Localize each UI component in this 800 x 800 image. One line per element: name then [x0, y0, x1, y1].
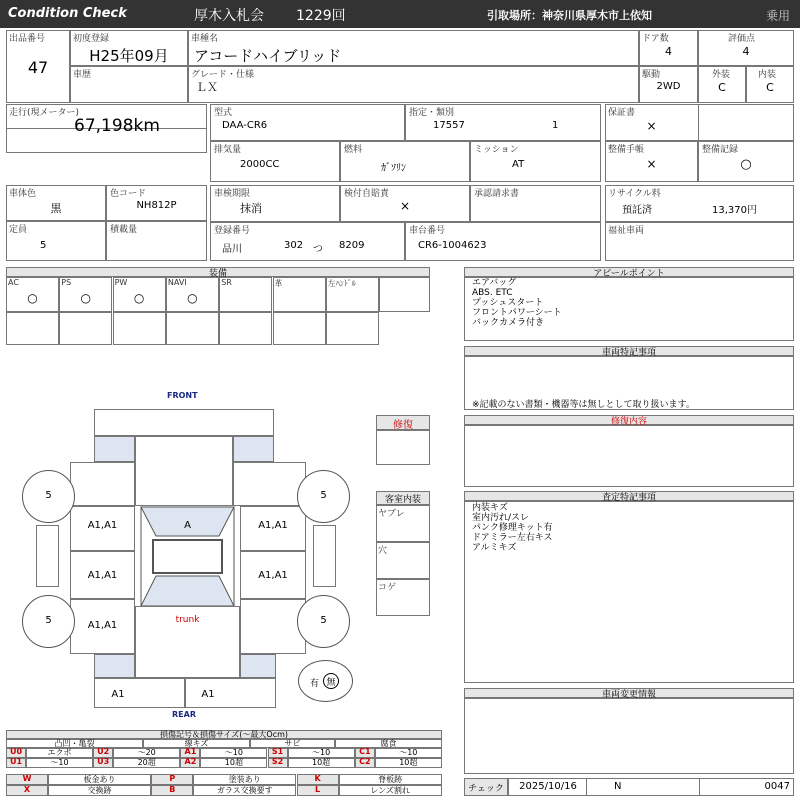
- legend-code: U1: [9, 757, 23, 766]
- equipment-value: ○: [27, 291, 38, 305]
- recycle-status: 預託済: [622, 205, 652, 216]
- drive-label: 駆動: [642, 70, 661, 80]
- lot-label: 出品番号: [9, 34, 46, 44]
- equipment-label: 革: [274, 279, 283, 288]
- doors-label: ドア数: [642, 34, 669, 44]
- appraisal-item: 内装キズ: [472, 503, 508, 513]
- legend-code: A1: [184, 747, 197, 756]
- legend-code: P: [169, 774, 176, 783]
- reg-region: 品川: [222, 244, 242, 255]
- left-rear-mark: A1,A1: [87, 620, 118, 631]
- repair-box: [464, 425, 794, 487]
- equipment-empty-cell: [326, 312, 379, 345]
- recycle-fee: 13,370円: [712, 205, 757, 216]
- reg-kana: つ: [313, 244, 323, 255]
- legend-text: 板金あり: [83, 775, 116, 784]
- legend-text: 10超: [399, 758, 418, 767]
- left-mid-mark: A1,A1: [87, 570, 118, 581]
- fuel-value: ｶﾞｿﾘﾝ: [381, 163, 406, 174]
- appeal-list: [472, 278, 562, 328]
- legend-group-label: 腐食: [380, 739, 397, 748]
- appeal-item: エアバッグ: [472, 278, 517, 288]
- legend-text: 脊板跡: [378, 775, 403, 784]
- right-front-mark: A1,A1: [258, 520, 288, 531]
- warranty-split: [698, 104, 699, 141]
- grade-label: グレード・仕様: [191, 70, 255, 80]
- score-label: 評価点: [728, 34, 756, 44]
- drive-value: 2WD: [656, 81, 681, 92]
- left-mirror: [36, 525, 59, 587]
- rear-corner-left: [94, 654, 135, 678]
- appeal-item: プッシュスタート: [472, 298, 544, 308]
- capacity-label: 定員: [9, 225, 28, 235]
- legend-text: ガラス交換要す: [216, 786, 273, 795]
- legend-code: U2: [97, 747, 110, 756]
- appraisal-title: 査定特記事項: [601, 493, 656, 503]
- fuel-label: 燃料: [344, 145, 363, 155]
- appraisal-item: 室内汚れ/スレ: [472, 513, 530, 523]
- legend-code: W: [22, 774, 32, 783]
- equipment-value: ○: [133, 291, 145, 305]
- hood: [135, 436, 233, 506]
- legend-text: レンズ割れ: [370, 786, 410, 795]
- appeal-title: アピールポイント: [593, 269, 665, 279]
- front-corner-right: [233, 436, 274, 462]
- spare-yes: 有: [310, 679, 320, 689]
- chassis-label: 車台番号: [409, 226, 446, 236]
- legend-text: エクボ: [47, 748, 72, 757]
- legend-code: A2: [184, 757, 197, 766]
- reg-class: 302: [284, 240, 304, 251]
- mission-label: ミッション: [474, 145, 519, 155]
- rear-label: REAR: [172, 710, 196, 719]
- inspection-label: 車検期限: [214, 189, 251, 199]
- brand-title: Condition Check: [8, 6, 127, 21]
- interior-title: 客室内装: [384, 495, 421, 505]
- right-mirror: [313, 525, 336, 587]
- rear-left-mark: A1: [111, 689, 125, 700]
- ext-value: C: [718, 81, 726, 94]
- header-bar: [0, 0, 800, 28]
- change-box: [464, 698, 794, 774]
- legend-code: X: [23, 785, 31, 794]
- legend-code: U3: [97, 757, 110, 766]
- equipment-empty-cell: [219, 312, 272, 345]
- model-label: 型式: [214, 108, 233, 118]
- left-fender: [70, 462, 135, 506]
- tire-front-left-mark: 5: [45, 490, 52, 501]
- doors-value: 4: [665, 45, 672, 58]
- rear-corner-right: [240, 654, 276, 678]
- appraisal-item: アルミキズ: [472, 543, 517, 553]
- legend-text: 10超: [312, 758, 331, 767]
- rear-right-mark: A1: [201, 689, 215, 700]
- mission-value: AT: [512, 159, 525, 170]
- auction-round: 1229回: [296, 8, 346, 24]
- color-code-label: 色コード: [110, 189, 147, 199]
- displacement-label: 排気量: [214, 145, 242, 155]
- legend-text: ～20: [137, 748, 156, 757]
- displacement-value: 2000CC: [240, 159, 280, 170]
- legend-text: ～10: [224, 748, 243, 757]
- appeal-item: ABS. ETC: [472, 288, 513, 298]
- roof-mark: A: [184, 520, 191, 531]
- warranty-label: 保証書: [608, 108, 636, 118]
- lot-number: 47: [27, 58, 49, 77]
- interior-item: 穴: [378, 546, 388, 556]
- right-quarter: [240, 599, 306, 654]
- legend-text: 20超: [137, 758, 156, 767]
- change-title: 車両変更情報: [601, 690, 656, 700]
- appraisal-item: ドアミラー左右キス: [472, 533, 553, 543]
- legend-code: S2: [271, 757, 284, 766]
- color-code-value: NH812P: [136, 200, 177, 211]
- check-label: チェック: [468, 784, 504, 794]
- legend-group-label: 線キズ: [184, 739, 209, 748]
- repair-title: 修復内容: [610, 417, 647, 427]
- int-value: C: [766, 81, 774, 94]
- tire-front-right-mark: 5: [320, 490, 327, 501]
- front-bumper: [94, 409, 274, 436]
- reg-no-label: 登録番号: [214, 226, 251, 236]
- body-color-value: 黒: [50, 202, 62, 215]
- manual-value: ×: [646, 157, 657, 171]
- appraisal-item: パンク修理キット有: [472, 523, 553, 533]
- legend-title: 損傷記号＆損傷サイズ(～最大Ocm): [159, 730, 289, 739]
- approval-label: 承認請求書: [474, 189, 520, 199]
- mileage-value: 67,198km: [74, 116, 160, 136]
- body-color-label: 車体色: [9, 189, 37, 199]
- inspection-value: 抹消: [240, 202, 262, 215]
- equipment-label: AC: [8, 278, 19, 287]
- special-title: 車両特記事項: [601, 348, 656, 358]
- first-reg-label: 初度登録: [73, 34, 110, 44]
- chassis-value: CR6-1004623: [418, 240, 487, 251]
- manual-label: 整備手帳: [608, 145, 645, 155]
- legend-code: C2: [359, 757, 371, 766]
- equipment-empty-cell: [166, 312, 219, 345]
- car-name-value: アコードハイブリッド: [194, 47, 342, 65]
- designation-label: 指定・類別: [409, 108, 455, 118]
- special-note: ※記載のない書類・機器等は無しとして取り扱います。: [472, 400, 695, 410]
- legend-text: 塗装あり: [228, 775, 261, 784]
- record-value: ○: [740, 157, 752, 172]
- legend-group-label: 凸凹・亀裂: [54, 739, 95, 748]
- legend-text: ～10: [312, 748, 331, 757]
- warranty-value: ×: [646, 119, 657, 133]
- designation-number: 17557: [433, 120, 465, 131]
- front-label: FRONT: [167, 391, 198, 400]
- spare-no: 無: [326, 678, 336, 688]
- mileage-label: 走行(現メーター): [9, 108, 80, 118]
- auction-name: 厚木入札会: [194, 8, 264, 24]
- ext-label: 外装: [712, 70, 731, 80]
- equipment-value: ○: [80, 291, 92, 305]
- tire-rear-right-mark: 5: [320, 615, 327, 626]
- first-reg-value: H25年09月: [89, 47, 169, 65]
- legend-code: S1: [271, 747, 284, 756]
- equipment-label: NAVI: [167, 278, 187, 287]
- left-front-mark: A1,A1: [87, 520, 118, 531]
- load-label: 積載量: [110, 225, 138, 235]
- grade-box: [188, 66, 639, 103]
- legend-text: ～10: [50, 758, 69, 767]
- equipment-empty-cell: [59, 312, 112, 345]
- repair-side-box: [376, 430, 430, 465]
- legend-text: 10超: [224, 758, 243, 767]
- liability-label: 検付自賠責: [344, 189, 390, 199]
- right-fender: [233, 462, 306, 506]
- reg-number: 8209: [339, 240, 365, 251]
- equipment-label: SR: [221, 278, 232, 287]
- int-label: 内装: [758, 70, 777, 80]
- legend-code: B: [169, 785, 176, 794]
- legend-group-label: サビ: [284, 739, 301, 748]
- record-label: 整備記録: [702, 145, 739, 155]
- appraisal-list: [472, 503, 553, 553]
- recycle-label: リサイクル料: [608, 189, 661, 199]
- class-number: 1: [552, 120, 559, 131]
- front-corner-left: [94, 436, 135, 462]
- appeal-item: バックカメラ付き: [472, 318, 545, 328]
- vehicle-type: 乗用: [766, 9, 791, 23]
- legend-code: C1: [359, 747, 371, 756]
- trunk-label: trunk: [175, 615, 200, 625]
- history-label: 車歴: [73, 70, 92, 80]
- car-name-label: 車種名: [191, 34, 219, 44]
- repair-side-label: 修復: [393, 420, 413, 431]
- equipment-label: PS: [61, 278, 72, 287]
- check-number: 0047: [764, 781, 790, 792]
- liability-value: ×: [399, 199, 411, 213]
- legend-text: 交換跡: [87, 786, 112, 795]
- grade-value: ＬＸ: [196, 81, 218, 94]
- interior-item: コゲ: [378, 583, 397, 593]
- check-split-1: [586, 778, 587, 796]
- right-mid-mark: A1,A1: [258, 570, 288, 581]
- equipment-empty-cell: [6, 312, 59, 345]
- equipment-title: 装備: [208, 269, 227, 279]
- check-code: N: [614, 781, 622, 792]
- legend-text: ～10: [399, 748, 418, 757]
- legend-code: U0: [9, 747, 23, 756]
- equipment-extra-cell: [379, 277, 430, 312]
- equipment-label: 左ﾊﾝﾄﾞﾙ: [327, 279, 356, 288]
- tire-rear-left-mark: 5: [45, 615, 52, 626]
- equipment-label: PW: [114, 278, 128, 287]
- welfare-label: 福祉車両: [608, 226, 645, 236]
- capacity-value: 5: [40, 240, 47, 251]
- equipment-value: ○: [187, 291, 198, 305]
- model-value: DAA-CR6: [222, 120, 268, 131]
- score-value: 4: [742, 45, 750, 58]
- legend-code: K: [314, 774, 321, 783]
- interior-item: ヤブレ: [378, 509, 405, 519]
- pickup-location: 引取場所：神奈川県厚木市上依知: [487, 9, 652, 22]
- legend-code: L: [315, 785, 321, 794]
- appeal-item: フロントパワーシート: [472, 308, 562, 318]
- check-date: 2025/10/16: [519, 781, 577, 792]
- equipment-empty-cell: [113, 312, 166, 345]
- equipment-empty-cell: [273, 312, 326, 345]
